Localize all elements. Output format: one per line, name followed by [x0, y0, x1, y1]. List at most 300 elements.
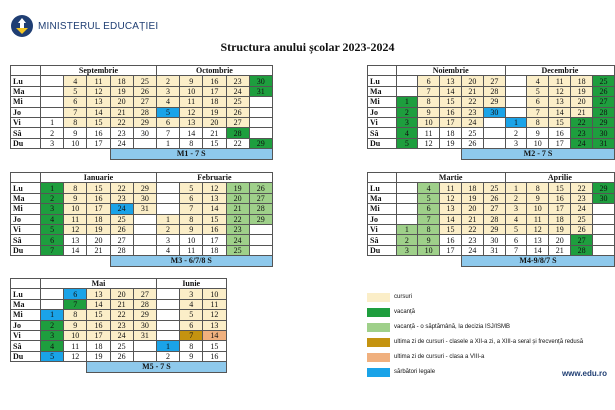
- day-label: Ma: [11, 86, 41, 96]
- day-cell: 25: [593, 76, 615, 86]
- day-cell: 23: [110, 193, 133, 203]
- legend-item: [367, 351, 583, 363]
- day-cell: 5: [41, 351, 64, 361]
- day-cell: 27: [483, 204, 505, 214]
- legend-label: ultima zi de cursuri - clasele a XII-a zi, a XIII-a seral și frecvență redusă: [394, 339, 584, 345]
- day-label: Sâ: [368, 235, 397, 245]
- day-cell: 3: [505, 138, 527, 148]
- day-cell: 10: [180, 235, 203, 245]
- day-cell: [156, 204, 179, 214]
- day-cell: 20: [226, 193, 249, 203]
- day-cell: 4: [156, 245, 179, 255]
- day-cell: 1: [396, 224, 418, 234]
- calendar-row: [11, 97, 273, 107]
- calendar-row: [368, 117, 615, 127]
- day-cell: 1: [156, 138, 179, 148]
- day-cell: 14: [203, 204, 226, 214]
- day-cell: 29: [133, 117, 156, 127]
- day-cell: [133, 138, 156, 148]
- day-cell: 17: [549, 138, 571, 148]
- calendar-row: [11, 224, 273, 234]
- day-cell: 5: [156, 107, 179, 117]
- day-cell: [593, 214, 615, 224]
- day-cell: 14: [549, 107, 571, 117]
- day-cell: 23: [571, 193, 593, 203]
- day-cell: 4: [418, 183, 440, 193]
- day-cell: 14: [440, 214, 462, 224]
- day-cell: 12: [87, 86, 110, 96]
- day-cell: 19: [87, 351, 110, 361]
- day-cell: 11: [203, 299, 226, 309]
- day-cell: 1: [396, 97, 418, 107]
- day-cell: [505, 97, 527, 107]
- day-cell: 31: [483, 245, 505, 255]
- corner-cell: [11, 173, 41, 183]
- day-cell: 13: [527, 235, 549, 245]
- day-cell: [133, 245, 156, 255]
- day-cell: 21: [549, 245, 571, 255]
- day-cell: 16: [440, 235, 462, 245]
- day-cell: 10: [527, 138, 549, 148]
- day-label: Du: [11, 351, 41, 361]
- day-cell: 5: [41, 224, 64, 234]
- day-cell: 26: [593, 86, 615, 96]
- day-cell: 30: [593, 128, 615, 138]
- calendar-row: [368, 86, 615, 96]
- calendar-row: [11, 351, 227, 361]
- day-cell: 28: [249, 204, 272, 214]
- day-cell: 26: [110, 224, 133, 234]
- day-cell: 28: [133, 299, 156, 309]
- calendar-row: [11, 193, 273, 203]
- day-cell: 23: [110, 128, 133, 138]
- legend-item: [367, 321, 583, 333]
- day-cell: 16: [87, 320, 110, 330]
- day-label: Ma: [368, 86, 397, 96]
- day-cell: 21: [203, 128, 226, 138]
- day-cell: 6: [64, 289, 87, 299]
- day-cell: 16: [87, 193, 110, 203]
- day-cell: 10: [64, 330, 87, 340]
- day-cell: 2: [396, 235, 418, 245]
- day-cell: 2: [41, 320, 64, 330]
- day-cell: [249, 117, 272, 127]
- day-cell: 19: [571, 86, 593, 96]
- day-cell: [41, 289, 64, 299]
- day-cell: 24: [571, 204, 593, 214]
- day-cell: 11: [180, 97, 203, 107]
- day-cell: 29: [593, 183, 615, 193]
- day-cell: 29: [483, 97, 505, 107]
- day-cell: [133, 351, 156, 361]
- legend-item: [367, 366, 583, 378]
- day-cell: [133, 341, 156, 351]
- legend-label: ultima zi de cursuri - clasa a VIII-a: [394, 354, 485, 360]
- month-header: Decembrie: [505, 66, 614, 76]
- day-cell: 3: [41, 330, 64, 340]
- day-cell: [156, 330, 179, 340]
- day-cell: 26: [110, 351, 133, 361]
- day-cell: 10: [64, 204, 87, 214]
- day-cell: 19: [461, 193, 483, 203]
- day-cell: 12: [203, 310, 226, 320]
- calendar-row: [368, 245, 615, 255]
- day-cell: 14: [440, 86, 462, 96]
- day-cell: 28: [133, 107, 156, 117]
- day-cell: [249, 97, 272, 107]
- day-cell: 7: [418, 86, 440, 96]
- module-spacer: [11, 362, 87, 372]
- day-cell: 2: [505, 128, 527, 138]
- day-cell: 14: [87, 107, 110, 117]
- day-cell: 27: [110, 235, 133, 245]
- day-label: Vi: [11, 224, 41, 234]
- day-label: Mi: [11, 97, 41, 107]
- day-cell: 1: [41, 310, 64, 320]
- day-cell: [249, 235, 272, 245]
- day-cell: 20: [110, 289, 133, 299]
- module-label: M3 - 6/7/8 S: [110, 256, 272, 266]
- day-cell: 20: [203, 117, 226, 127]
- day-cell: 26: [226, 107, 249, 117]
- day-cell: [396, 214, 418, 224]
- day-cell: 24: [226, 235, 249, 245]
- day-cell: 24: [571, 138, 593, 148]
- day-cell: 9: [527, 128, 549, 138]
- day-label: Mi: [11, 204, 41, 214]
- module-label: M2 - 7 S: [461, 149, 614, 159]
- day-cell: [593, 245, 615, 255]
- day-cell: 3: [396, 117, 418, 127]
- day-cell: 29: [249, 214, 272, 224]
- day-cell: 28: [483, 86, 505, 96]
- day-label: Sâ: [11, 341, 41, 351]
- day-cell: 24: [110, 204, 133, 214]
- day-cell: 30: [133, 193, 156, 203]
- day-cell: 4: [41, 341, 64, 351]
- calendar-row: [368, 214, 615, 224]
- day-cell: 27: [593, 97, 615, 107]
- day-cell: 28: [110, 245, 133, 255]
- day-cell: 17: [87, 138, 110, 148]
- day-cell: 31: [133, 330, 156, 340]
- day-cell: 7: [505, 245, 527, 255]
- day-cell: 12: [203, 183, 226, 193]
- calendar-row: [11, 310, 227, 320]
- day-cell: 11: [64, 214, 87, 224]
- day-cell: 22: [571, 117, 593, 127]
- day-cell: [41, 86, 64, 96]
- day-cell: 21: [571, 107, 593, 117]
- day-cell: 21: [110, 107, 133, 117]
- day-cell: 8: [527, 117, 549, 127]
- day-cell: 25: [133, 76, 156, 86]
- day-cell: 8: [64, 183, 87, 193]
- day-cell: 19: [110, 86, 133, 96]
- day-cell: 22: [226, 214, 249, 224]
- day-cell: 9: [180, 351, 203, 361]
- day-cell: 25: [110, 214, 133, 224]
- day-cell: 13: [87, 289, 110, 299]
- day-cell: 6: [180, 320, 203, 330]
- day-cell: 6: [418, 76, 440, 86]
- calendar-row: [11, 183, 273, 193]
- month-header: Martie: [396, 173, 505, 183]
- day-cell: 3: [396, 245, 418, 255]
- month-header: Aprilie: [505, 173, 614, 183]
- day-cell: 7: [64, 299, 87, 309]
- day-cell: 11: [418, 128, 440, 138]
- calendar-block-nov-dec: [367, 65, 615, 160]
- day-cell: 3: [505, 204, 527, 214]
- calendar-row: [11, 341, 227, 351]
- calendar-row: [368, 204, 615, 214]
- day-cell: 27: [571, 235, 593, 245]
- day-cell: [505, 86, 527, 96]
- day-cell: [593, 204, 615, 214]
- month-header: Iunie: [156, 279, 226, 289]
- day-cell: 31: [593, 138, 615, 148]
- day-cell: [483, 138, 505, 148]
- day-cell: 5: [180, 183, 203, 193]
- month-header: Septembrie: [41, 66, 157, 76]
- day-cell: 9: [64, 128, 87, 138]
- day-cell: 10: [180, 86, 203, 96]
- day-cell: 3: [41, 204, 64, 214]
- day-cell: 6: [527, 97, 549, 107]
- day-cell: 24: [226, 86, 249, 96]
- day-cell: 30: [133, 320, 156, 330]
- day-cell: 26: [133, 86, 156, 96]
- day-cell: 30: [483, 235, 505, 245]
- day-cell: 23: [110, 320, 133, 330]
- day-cell: 19: [203, 107, 226, 117]
- day-cell: 7: [156, 128, 179, 138]
- day-cell: [505, 76, 527, 86]
- day-cell: 9: [64, 193, 87, 203]
- day-cell: 16: [87, 128, 110, 138]
- legend-swatch: [367, 308, 390, 317]
- day-label: Vi: [368, 117, 397, 127]
- calendar-row: [368, 183, 615, 193]
- day-cell: 11: [180, 245, 203, 255]
- day-cell: 2: [396, 107, 418, 117]
- day-cell: 5: [505, 224, 527, 234]
- day-cell: 12: [64, 351, 87, 361]
- day-label: Jo: [368, 214, 397, 224]
- day-cell: 16: [549, 128, 571, 138]
- day-label: Lu: [368, 76, 397, 86]
- corner-cell: [368, 66, 397, 76]
- day-cell: 11: [87, 76, 110, 86]
- day-cell: 9: [418, 107, 440, 117]
- day-cell: 3: [156, 235, 179, 245]
- legend-label: vacanță - o săptămână, la decizia ISJ/ISMB: [394, 324, 511, 330]
- legend-item: [367, 306, 583, 318]
- day-cell: 22: [226, 138, 249, 148]
- day-cell: 27: [226, 117, 249, 127]
- calendar-row: [11, 107, 273, 117]
- day-cell: 28: [483, 214, 505, 224]
- day-cell: 11: [527, 214, 549, 224]
- day-cell: [156, 193, 179, 203]
- day-cell: [156, 289, 179, 299]
- day-cell: 18: [549, 214, 571, 224]
- day-cell: 6: [180, 193, 203, 203]
- day-cell: 16: [203, 351, 226, 361]
- day-cell: [483, 117, 505, 127]
- day-label: Du: [368, 245, 397, 255]
- day-cell: 4: [156, 97, 179, 107]
- calendar-block-sep-oct: [10, 65, 273, 160]
- calendar-row: [11, 204, 273, 214]
- legend-swatch: [367, 368, 390, 377]
- calendar-row: [11, 117, 273, 127]
- day-cell: 9: [180, 224, 203, 234]
- day-cell: 20: [110, 97, 133, 107]
- day-cell: 7: [64, 107, 87, 117]
- calendar-row: [11, 235, 273, 245]
- day-cell: 17: [203, 235, 226, 245]
- day-cell: 12: [64, 224, 87, 234]
- day-cell: [156, 320, 179, 330]
- calendar-row: [368, 235, 615, 245]
- day-cell: 7: [418, 214, 440, 224]
- day-cell: [249, 224, 272, 234]
- day-cell: [41, 299, 64, 309]
- day-label: Lu: [368, 183, 397, 193]
- day-cell: 8: [527, 183, 549, 193]
- calendar-row: [11, 76, 273, 86]
- day-cell: 15: [440, 97, 462, 107]
- day-label: Ma: [368, 193, 397, 203]
- day-cell: 12: [549, 86, 571, 96]
- day-cell: 17: [87, 204, 110, 214]
- month-header: Octombrie: [156, 66, 272, 76]
- day-label: Mi: [368, 204, 397, 214]
- calendar-row: [11, 214, 273, 224]
- day-cell: 15: [203, 341, 226, 351]
- day-cell: [249, 107, 272, 117]
- day-cell: 20: [461, 76, 483, 86]
- day-cell: 15: [440, 224, 462, 234]
- day-cell: 11: [549, 76, 571, 86]
- day-cell: 5: [527, 86, 549, 96]
- day-label: Du: [368, 138, 397, 148]
- day-cell: 25: [461, 128, 483, 138]
- day-cell: 19: [440, 138, 462, 148]
- day-cell: 18: [461, 183, 483, 193]
- day-cell: 6: [418, 204, 440, 214]
- day-cell: 5: [418, 193, 440, 203]
- day-cell: 19: [87, 224, 110, 234]
- day-cell: 13: [440, 204, 462, 214]
- day-cell: 4: [41, 214, 64, 224]
- day-cell: 24: [461, 245, 483, 255]
- day-cell: 25: [226, 245, 249, 255]
- day-cell: 5: [396, 138, 418, 148]
- day-cell: 19: [549, 224, 571, 234]
- day-cell: [249, 128, 272, 138]
- legend-label: vacanță: [394, 309, 416, 315]
- calendar-row: [11, 245, 273, 255]
- calendar-row: [368, 138, 615, 148]
- module-spacer: [11, 149, 111, 159]
- day-cell: 6: [156, 117, 179, 127]
- day-cell: 1: [156, 341, 179, 351]
- day-cell: 8: [180, 341, 203, 351]
- day-cell: 1: [41, 117, 64, 127]
- day-cell: 4: [527, 76, 549, 86]
- day-cell: 22: [461, 97, 483, 107]
- calendar-block-jan-feb: [10, 172, 273, 267]
- day-cell: 18: [571, 76, 593, 86]
- day-cell: 18: [440, 128, 462, 138]
- module-label: M5 - 7 S: [87, 362, 226, 372]
- day-cell: [396, 193, 418, 203]
- month-header: Noiembrie: [396, 66, 505, 76]
- day-cell: 20: [571, 97, 593, 107]
- day-cell: 30: [133, 128, 156, 138]
- day-cell: [249, 245, 272, 255]
- day-cell: 28: [593, 107, 615, 117]
- legend-swatch: [367, 323, 390, 332]
- day-cell: [41, 107, 64, 117]
- calendar-row: [11, 320, 227, 330]
- calendar-row: [368, 76, 615, 86]
- day-label: Ma: [11, 193, 41, 203]
- module-spacer: [11, 256, 111, 266]
- day-label: Lu: [11, 289, 41, 299]
- day-cell: 3: [156, 86, 179, 96]
- day-cell: [396, 76, 418, 86]
- day-cell: 20: [549, 235, 571, 245]
- day-cell: 27: [133, 289, 156, 299]
- day-cell: 12: [180, 107, 203, 117]
- day-cell: 15: [203, 138, 226, 148]
- day-cell: 27: [483, 76, 505, 86]
- legend-item: [367, 336, 583, 348]
- day-cell: 2: [505, 193, 527, 203]
- day-cell: 17: [87, 330, 110, 340]
- legend-label: cursuri: [394, 294, 413, 300]
- day-cell: 1: [156, 214, 179, 224]
- calendar-row: [368, 97, 615, 107]
- day-cell: 16: [203, 76, 226, 86]
- legend-swatch: [367, 353, 390, 362]
- day-cell: 30: [249, 76, 272, 86]
- day-cell: 21: [110, 299, 133, 309]
- day-cell: 22: [571, 183, 593, 193]
- ministry-name: MINISTERUL EDUCAȚIEI: [38, 20, 159, 32]
- day-cell: 25: [226, 97, 249, 107]
- day-cell: 18: [87, 214, 110, 224]
- day-cell: 2: [156, 76, 179, 86]
- day-cell: 9: [180, 76, 203, 86]
- calendar-row: [11, 330, 227, 340]
- day-cell: 18: [203, 245, 226, 255]
- legend-swatch: [367, 338, 390, 347]
- day-cell: 29: [593, 117, 615, 127]
- day-cell: 28: [571, 245, 593, 255]
- day-cell: [156, 310, 179, 320]
- day-cell: 8: [418, 97, 440, 107]
- corner-cell: [368, 173, 397, 183]
- corner-cell: [11, 279, 41, 289]
- month-header: Mai: [41, 279, 157, 289]
- day-cell: 17: [549, 204, 571, 214]
- calendar-row: [11, 86, 273, 96]
